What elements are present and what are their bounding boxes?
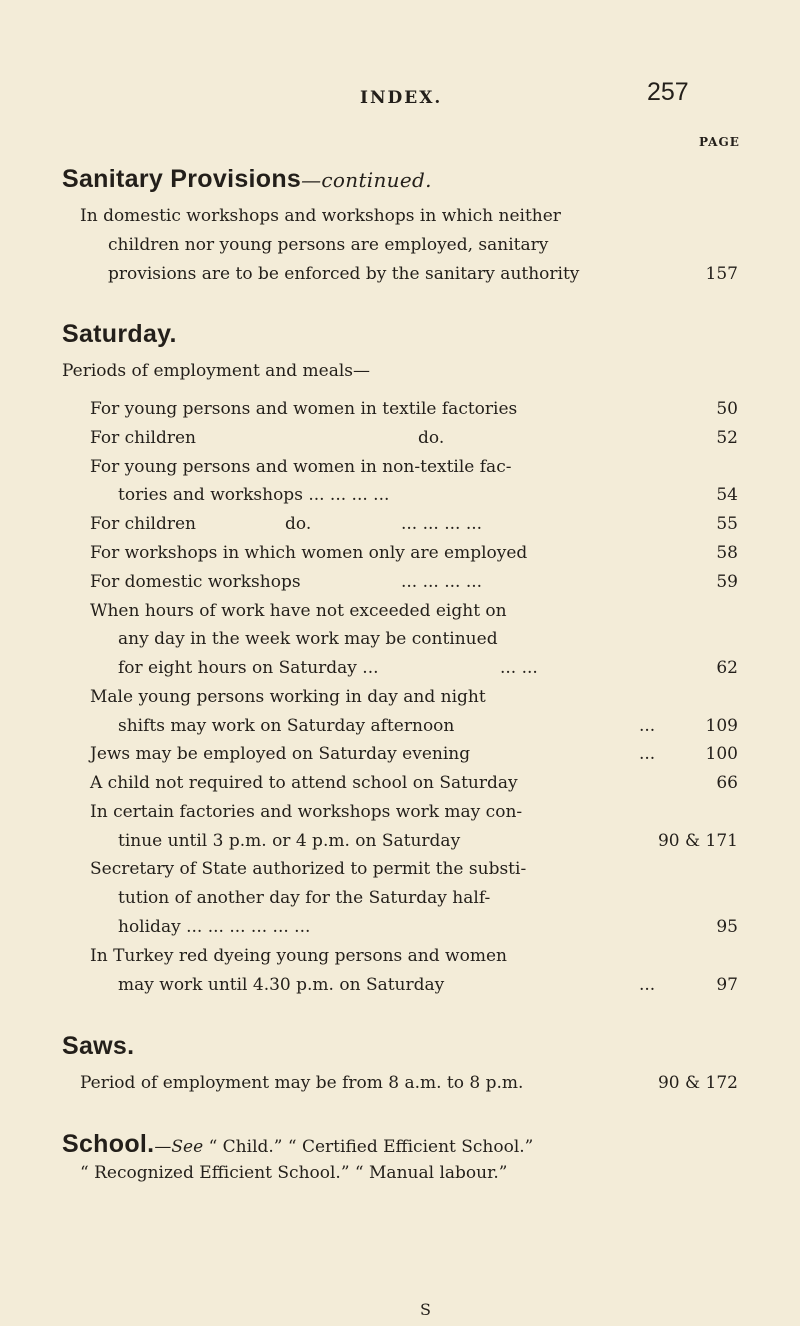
page-column-label: PAGE	[699, 135, 740, 149]
entry-line: For children	[90, 514, 196, 534]
heading-continued: —continued.	[301, 168, 432, 192]
entry-line: In Turkey red dyeing young persons and women	[90, 946, 507, 966]
heading-text: Sanitary Provisions	[62, 165, 302, 193]
see-dash: —	[154, 1137, 172, 1157]
signature-mark: S	[420, 1300, 431, 1319]
entry-line: may work until 4.30 p.m. on Saturday	[118, 975, 445, 995]
entry-line: any day in the week work may be continued	[118, 629, 498, 649]
entry-line: For domestic workshops	[90, 572, 301, 592]
page-ref: 62	[716, 658, 738, 678]
entry-line: holiday ... ... ... ... ... ...	[118, 917, 311, 937]
entry-intro: Periods of employment and meals—	[62, 361, 371, 381]
leader-dots: ...	[639, 975, 656, 995]
entry-line: Male young persons working in day and night	[90, 687, 486, 707]
page-ref: 58	[716, 543, 738, 563]
heading-saturday: Saturday.	[62, 320, 177, 348]
leader-dots: ...	[639, 716, 656, 736]
entry-line: In certain factories and workshops work may con-	[90, 802, 523, 822]
page-ref: 54	[716, 485, 738, 505]
heading-saws: Saws.	[62, 1032, 135, 1060]
see-word: See	[171, 1137, 204, 1157]
entry-line: tinue until 3 p.m. or 4 p.m. on Saturday	[118, 831, 461, 851]
heading-sanitary-provisions	[62, 165, 432, 194]
running-head	[0, 78, 800, 118]
entry-line: for eight hours on Saturday ...	[118, 658, 379, 678]
ditto-mark: do.	[418, 428, 445, 448]
page-ref: 50	[716, 399, 738, 419]
page-ref: 90 & 172	[657, 1073, 738, 1093]
entry-line: tories and workshops ... ... ... ...	[118, 485, 390, 505]
entry-line: provisions are to be enforced by the sanitary authority	[108, 264, 580, 284]
entry-line: Secretary of State authorized to permit the substi-	[90, 859, 527, 879]
entry-line: For workshops in which women only are employed	[90, 543, 528, 563]
page-ref: 109	[705, 716, 738, 736]
page-ref: 97	[716, 975, 738, 995]
entry-line: In domestic workshops and workshops in which neither	[80, 206, 561, 226]
page-ref: 157	[705, 264, 738, 284]
page-ref: 66	[716, 773, 738, 793]
entry-line: Jews may be employed on Saturday evening	[90, 744, 471, 764]
entry-line: shifts may work on Saturday afternoon	[118, 716, 455, 736]
leader-dots: ...	[639, 744, 656, 764]
see-also-line: “ Recognized Efficient School.” “ Manual labour.”	[80, 1163, 508, 1183]
entry-line: For young persons and women in textile factories	[90, 399, 518, 419]
entry-line: A child not required to attend school on Saturday	[90, 773, 518, 793]
page-ref: 52	[716, 428, 738, 448]
see-text: “ Child.” “ Certified Efficient School.”	[203, 1137, 534, 1157]
see-also	[154, 1137, 533, 1157]
entry-line: When hours of work have not exceeded eight on	[90, 601, 507, 621]
entry-line: For young persons and women in non-textile fac-	[90, 457, 512, 477]
heading-text: School.	[62, 1130, 155, 1158]
running-title: INDEX.	[360, 88, 443, 108]
page-ref: 90 & 171	[657, 831, 738, 851]
page-number: 257	[647, 78, 689, 106]
heading-school	[62, 1130, 533, 1159]
page-ref: 55	[716, 514, 738, 534]
leader-dots: ... ...	[500, 658, 538, 678]
entry-line: For children	[90, 428, 196, 448]
entry-line: children nor young persons are employed, sanitary	[108, 235, 549, 255]
leader-dots: ... ... ... ...	[401, 572, 483, 592]
page-ref: 95	[716, 917, 738, 937]
page-ref: 100	[705, 744, 738, 764]
leader-dots: ... ... ... ...	[401, 514, 483, 534]
entry-line: tution of another day for the Saturday half-	[118, 888, 491, 908]
page-ref: 59	[716, 572, 738, 592]
entry-line: Period of employment may be from 8 a.m. to 8 p.m.	[80, 1073, 524, 1093]
ditto-mark: do.	[285, 514, 312, 534]
